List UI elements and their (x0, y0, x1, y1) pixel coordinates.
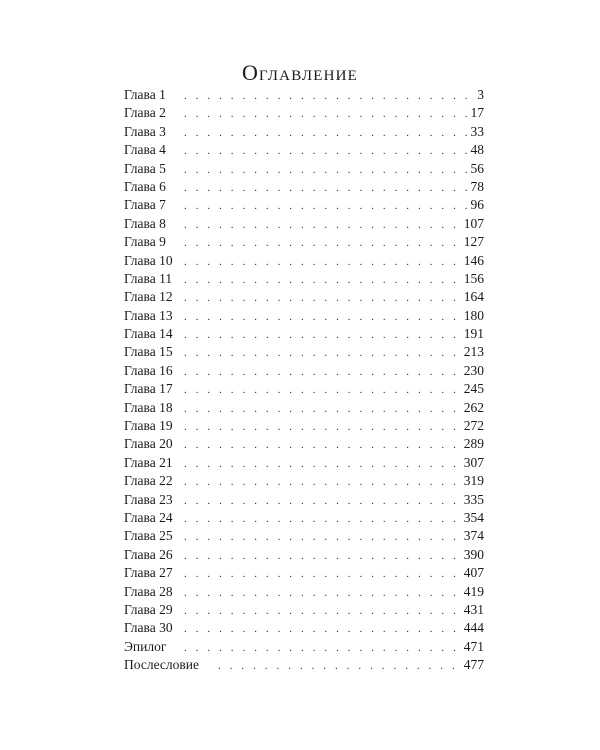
toc-entry-page-number: 419 (463, 583, 484, 599)
toc-entry-page-number: 477 (463, 657, 484, 673)
toc-entry (124, 288, 484, 306)
toc-entry-label: Глава 8 (124, 215, 166, 231)
toc-entry-label: Глава 10 (124, 252, 173, 268)
toc-entry (124, 160, 484, 178)
toc-entry (124, 86, 484, 104)
page-title: Оглавление (241, 59, 359, 85)
toc-entry-label: Глава 7 (124, 197, 166, 213)
toc-entry (124, 307, 484, 325)
toc-entry (124, 656, 484, 674)
toc-leader-dots (184, 87, 477, 105)
toc-entry (124, 435, 484, 453)
toc-entry (124, 141, 484, 159)
toc-entry-label: Глава 4 (124, 142, 166, 158)
toc-entry-page-number: 245 (463, 381, 484, 397)
toc-entry (124, 601, 484, 619)
toc-leader-dots (184, 528, 464, 546)
toc-leader-dots (184, 179, 471, 197)
toc-entry (124, 583, 484, 601)
toc-entry-label: Глава 25 (124, 528, 173, 544)
toc-entry (124, 509, 484, 527)
toc-entry-page-number: 335 (463, 491, 484, 507)
toc-entry-label: Глава 19 (124, 418, 173, 434)
toc-leader-dots (184, 326, 464, 344)
toc-leader-dots (184, 216, 464, 234)
toc-leader-dots (184, 253, 464, 271)
toc-entry (124, 527, 484, 545)
toc-entry-page-number: 307 (463, 454, 484, 470)
toc-entry-label: Глава 23 (124, 491, 173, 507)
toc-leader-dots (184, 418, 464, 436)
toc-entry (124, 619, 484, 637)
toc-entry-page-number: 3 (477, 87, 484, 102)
toc-entry-page-number: 407 (463, 565, 484, 581)
toc-entry-label: Глава 29 (124, 601, 173, 617)
toc-entry (124, 546, 484, 564)
toc-list (124, 86, 484, 675)
toc-entry (124, 233, 484, 251)
toc-entry-page-number: 272 (463, 418, 484, 434)
toc-entry-label: Глава 9 (124, 234, 166, 250)
toc-entry-page-number: 319 (463, 473, 484, 489)
toc-entry-page-number: 289 (463, 436, 484, 452)
toc-entry-label: Глава 22 (124, 473, 173, 489)
toc-entry (124, 564, 484, 582)
toc-entry (124, 270, 484, 288)
toc-entry-label: Глава 11 (124, 270, 173, 286)
toc-entry-page-number: 33 (470, 123, 484, 139)
toc-entry-label: Глава 2 (124, 105, 166, 121)
toc-entry-label: Глава 20 (124, 436, 173, 452)
toc-entry-page-number: 107 (463, 215, 484, 231)
toc-entry-label: Глава 3 (124, 123, 166, 139)
toc-entry-label: Глава 26 (124, 546, 173, 562)
toc-entry-label: Глава 18 (124, 399, 173, 415)
toc-entry-page-number: 48 (470, 142, 484, 158)
toc-entry-label: Глава 24 (124, 509, 173, 525)
toc-entry-page-number: 471 (463, 638, 484, 654)
toc-leader-dots (184, 142, 471, 160)
toc-leader-dots (184, 381, 464, 399)
toc-entry-label: Глава 16 (124, 362, 173, 378)
toc-entry (124, 638, 484, 656)
toc-entry (124, 362, 484, 380)
toc-leader-dots (184, 344, 464, 362)
toc-entry-page-number: 78 (470, 178, 484, 194)
toc-leader-dots (184, 197, 471, 215)
toc-entry (124, 399, 484, 417)
toc-leader-dots (184, 639, 464, 657)
toc-leader-dots (184, 547, 464, 565)
toc-leader-dots (184, 271, 464, 289)
toc-entry (124, 123, 484, 141)
toc-entry-label: Послесловие (124, 657, 199, 673)
toc-leader-dots (184, 363, 464, 381)
toc-leader-dots (184, 161, 471, 179)
toc-entry-page-number: 390 (463, 546, 484, 562)
toc-entry (124, 196, 484, 214)
toc-entry (124, 178, 484, 196)
toc-entry-label: Глава 21 (124, 454, 173, 470)
toc-entry-label: Глава 28 (124, 583, 173, 599)
toc-entry-label: Эпилог (124, 638, 167, 654)
toc-entry-page-number: 164 (463, 289, 484, 305)
toc-leader-dots (184, 565, 464, 583)
toc-entry-label: Глава 15 (124, 344, 173, 360)
toc-entry (124, 454, 484, 472)
toc-entry (124, 472, 484, 490)
toc-entry-page-number: 180 (463, 307, 484, 323)
toc-entry-page-number: 56 (470, 160, 484, 176)
toc-entry (124, 325, 484, 343)
toc-leader-dots (184, 473, 464, 491)
toc-entry (124, 380, 484, 398)
toc-entry-label: Глава 6 (124, 178, 166, 194)
toc-leader-dots (184, 289, 464, 307)
toc-entry (124, 252, 484, 270)
toc-entry (124, 343, 484, 361)
toc-entry (124, 104, 484, 122)
toc-entry-page-number: 156 (463, 270, 484, 286)
toc-leader-dots (184, 400, 464, 418)
toc-entry (124, 215, 484, 233)
toc-entry-page-number: 191 (463, 326, 484, 342)
toc-entry (124, 417, 484, 435)
toc-leader-dots (184, 602, 464, 620)
toc-entry-page-number: 213 (463, 344, 484, 360)
toc-entry-label: Глава 1 (124, 87, 166, 102)
toc-leader-dots (184, 436, 464, 454)
toc-entry-page-number: 354 (463, 509, 484, 525)
toc-leader-dots (184, 105, 471, 123)
toc-leader-dots (184, 492, 464, 510)
toc-leader-dots (184, 124, 471, 142)
toc-leader-dots (218, 657, 464, 675)
toc-entry-label: Глава 12 (124, 289, 173, 305)
toc-entry-page-number: 230 (463, 362, 484, 378)
toc-entry-label: Глава 17 (124, 381, 173, 397)
toc-leader-dots (184, 620, 464, 638)
toc-entry-page-number: 127 (463, 234, 484, 250)
toc-entry-label: Глава 27 (124, 565, 173, 581)
toc-entry-page-number: 374 (463, 528, 484, 544)
toc-entry-page-number: 17 (470, 105, 484, 121)
toc-entry-page-number: 262 (463, 399, 484, 415)
toc-leader-dots (184, 510, 464, 528)
toc-entry-page-number: 96 (470, 197, 484, 213)
toc-entry-page-number: 431 (463, 601, 484, 617)
toc-leader-dots (184, 234, 464, 252)
toc-leader-dots (184, 308, 464, 326)
toc-entry (124, 491, 484, 509)
toc-leader-dots (184, 584, 464, 602)
toc-entry-label: Глава 14 (124, 326, 173, 342)
toc-leader-dots (184, 455, 464, 473)
toc-entry-label: Глава 13 (124, 307, 173, 323)
toc-entry-label: Глава 30 (124, 620, 173, 636)
toc-entry-page-number: 146 (463, 252, 484, 268)
toc-entry-page-number: 444 (463, 620, 484, 636)
toc-entry-label: Глава 5 (124, 160, 166, 176)
